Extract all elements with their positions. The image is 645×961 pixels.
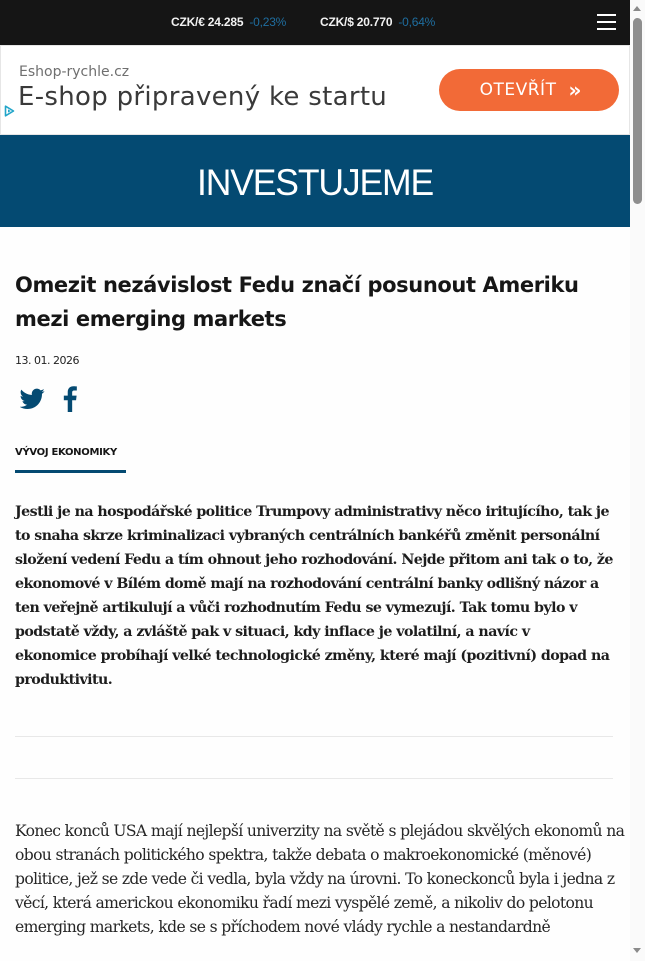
ticker-eur[interactable] [171, 15, 286, 29]
scroll-up-arrow-icon[interactable] [633, 6, 641, 11]
article-date: 13. 01. 2026 [15, 354, 79, 367]
twitter-icon[interactable] [20, 386, 45, 412]
ticker-usd-change: -0,64% [398, 15, 436, 29]
article-title: Omezit nezávislost Fedu značí posunout Ameriku mezi emerging markets [15, 273, 579, 331]
category-underline [15, 470, 126, 473]
site-logo[interactable]: INVESTUJEME [196, 162, 434, 203]
article-body-paragraph: Konec konců USA mají nejlepší univerzity na světě s plejádou skvělých ekonomů na obou stranách politického spektra, takže debata o makroekonomické (měnové) politice, jež se zde vede či vedla, byla vždy na úrovni. To koneckonců byla i jedna z věcí, která americkou ekonomiku řadí mezi vyspělé země, a nikoliv do pelotonu emerging markets, kde se s příchodem nové vlády rychle a nestandardně [15, 822, 625, 936]
article-lead: Jestli je na hospodářské politice Trumpovy administrativy něco iritujícího, tak je to snaha skrze kriminalizaci vybraných centrálních bankéřů změnit personální složení vedení Fedu a tím ohnout jeho rozhodování. Nejde přitom ani tak o to, že ekonomové v Bílém domě mají na rozhodování centrální banky odlišný názor a ten veřejně artikulují a vůči rozhodnutím Fedu se vymezují. Tak tomu bylo v podstatě vždy, a zvláště pak v situaci, kdy inflace je volatilní, a navíc v ekonomice probíhají velké technologické změny, které mají (pozitivní) dopad na produktivitu. [15, 504, 613, 688]
scrollbar-thumb[interactable] [633, 18, 642, 204]
currency-ticker-bar [0, 0, 630, 45]
facebook-icon[interactable] [62, 386, 78, 412]
ad-open-button-label: OTEVŘÍT [479, 80, 557, 100]
ticker-eur-change: -0,23% [249, 15, 287, 29]
ticker-usd-rate: CZK/$ 20.770 [320, 15, 393, 29]
scrollbar[interactable] [630, 0, 645, 961]
hamburger-icon[interactable] [597, 13, 616, 31]
ticker-usd[interactable] [320, 15, 435, 29]
ad-open-button[interactable] [439, 69, 619, 111]
double-chevron-right-icon: » [568, 78, 579, 102]
ad-headline[interactable]: E-shop připravený ke startu [18, 82, 388, 112]
site-header [0, 135, 630, 227]
scroll-down-arrow-icon[interactable] [633, 948, 641, 953]
divider [15, 736, 613, 737]
ad-domain[interactable]: Eshop-rychle.cz [19, 64, 130, 80]
ad-banner[interactable] [0, 45, 630, 135]
divider [15, 778, 613, 779]
ticker-eur-rate: CZK/€ 24.285 [171, 15, 244, 29]
adchoices-icon[interactable] [4, 105, 15, 117]
category-link[interactable]: VÝVOJ EKONOMIKY [15, 447, 117, 458]
